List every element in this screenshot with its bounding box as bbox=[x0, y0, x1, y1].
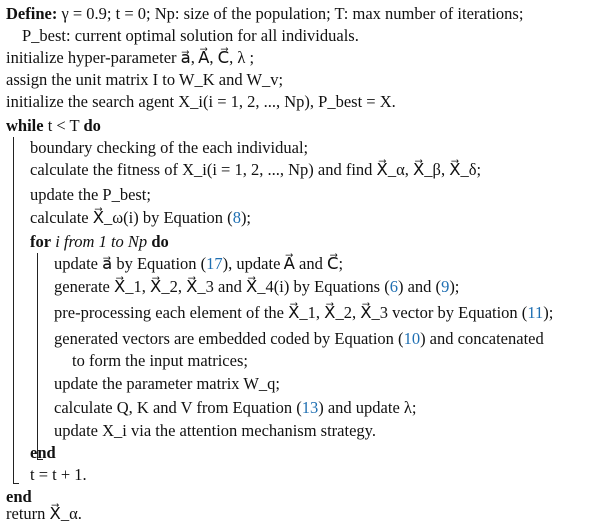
return-line: return X⃗_α. bbox=[6, 504, 82, 523]
t-increment-line: t = t + 1. bbox=[30, 465, 87, 484]
preprocessing-end: ); bbox=[543, 303, 554, 322]
define-label: Define: bbox=[6, 4, 58, 23]
equation-ref-13[interactable]: 13 bbox=[301, 398, 319, 417]
init-search-agent-line: initialize the search agent X_i(i = 1, 2, ..., Np), P_best = X. bbox=[6, 92, 396, 111]
calc-qkv-line bbox=[54, 397, 417, 419]
define-continuation: P_best: current optimal solution for all individuals. bbox=[22, 26, 359, 45]
generate-x-text: generate X⃗_1, X⃗_2, X⃗_3 and X⃗_4(i) by Equations ( bbox=[54, 277, 390, 296]
equation-ref-10[interactable]: 10 bbox=[403, 329, 421, 348]
embedding-line bbox=[54, 328, 544, 350]
while-condition: t < T bbox=[47, 116, 80, 135]
equation-ref-6[interactable]: 6 bbox=[389, 277, 398, 296]
embedding-text: generated vectors are embedded coded by Equation ( bbox=[54, 329, 404, 348]
end-for-keyword: end bbox=[30, 443, 56, 462]
assign-unit-matrix-line: assign the unit matrix I to W_K and W_v; bbox=[6, 70, 284, 89]
equation-ref-9[interactable]: 9 bbox=[441, 277, 450, 296]
define-text: γ = 0.9; t = 0; Np: size of the population; T: max number of iterations; bbox=[61, 4, 524, 23]
update-a-end: ), update A⃗ and C⃗; bbox=[222, 254, 344, 273]
while-do-keyword: do bbox=[83, 116, 101, 135]
update-wq-line: update the parameter matrix W_q; bbox=[54, 374, 281, 393]
calc-qkv-text: calculate Q, K and V from Equation ( bbox=[54, 398, 302, 417]
fitness-line: calculate the fitness of X_i(i = 1, 2, ..., Np) and find X⃗_α, X⃗_β, X⃗_δ; bbox=[30, 160, 482, 179]
while-guide-hook bbox=[13, 483, 19, 484]
update-a-text: update a⃗ by Equation ( bbox=[54, 254, 207, 273]
for-line bbox=[30, 231, 169, 253]
equation-ref-11[interactable]: 11 bbox=[527, 303, 544, 322]
equation-ref-17[interactable]: 17 bbox=[206, 254, 223, 273]
generate-x-mid: ) and ( bbox=[397, 277, 442, 296]
preprocessing-line bbox=[54, 302, 553, 324]
while-line bbox=[6, 115, 101, 137]
init-hyperparameter-line: initialize hyper-parameter a⃗, A⃗, C⃗, λ ; bbox=[6, 48, 255, 67]
calc-x-omega-end: ); bbox=[240, 208, 252, 227]
end-while-keyword: end bbox=[6, 487, 32, 506]
generate-x-end: ); bbox=[449, 277, 460, 296]
for-guide-line bbox=[37, 253, 38, 459]
while-keyword: while bbox=[6, 116, 44, 135]
calc-x-omega-line bbox=[30, 207, 251, 229]
generate-x-line bbox=[54, 276, 459, 298]
for-keyword: for bbox=[30, 232, 52, 251]
embedding-end: ) and concatenated bbox=[420, 329, 544, 348]
define-line bbox=[6, 3, 523, 25]
while-guide-line bbox=[13, 137, 14, 483]
embedding-continuation: to form the input matrices; bbox=[72, 351, 248, 370]
for-do-keyword: do bbox=[151, 232, 169, 251]
for-condition: i from 1 to Np bbox=[55, 232, 148, 251]
calc-x-omega-text: calculate X⃗_ω(i) by Equation ( bbox=[30, 208, 233, 227]
calc-qkv-end: ) and update λ; bbox=[318, 398, 417, 417]
preprocessing-text: pre-processing each element of the X⃗_1, X⃗_2, X⃗_3 vector by Equation ( bbox=[54, 303, 528, 322]
boundary-check-line: boundary checking of the each individual; bbox=[30, 138, 309, 157]
update-pbest-line: update the P_best; bbox=[30, 185, 151, 204]
update-xi-line: update X_i via the attention mechanism strategy. bbox=[54, 421, 376, 440]
equation-ref-8[interactable]: 8 bbox=[232, 208, 241, 227]
update-a-line bbox=[54, 253, 343, 275]
